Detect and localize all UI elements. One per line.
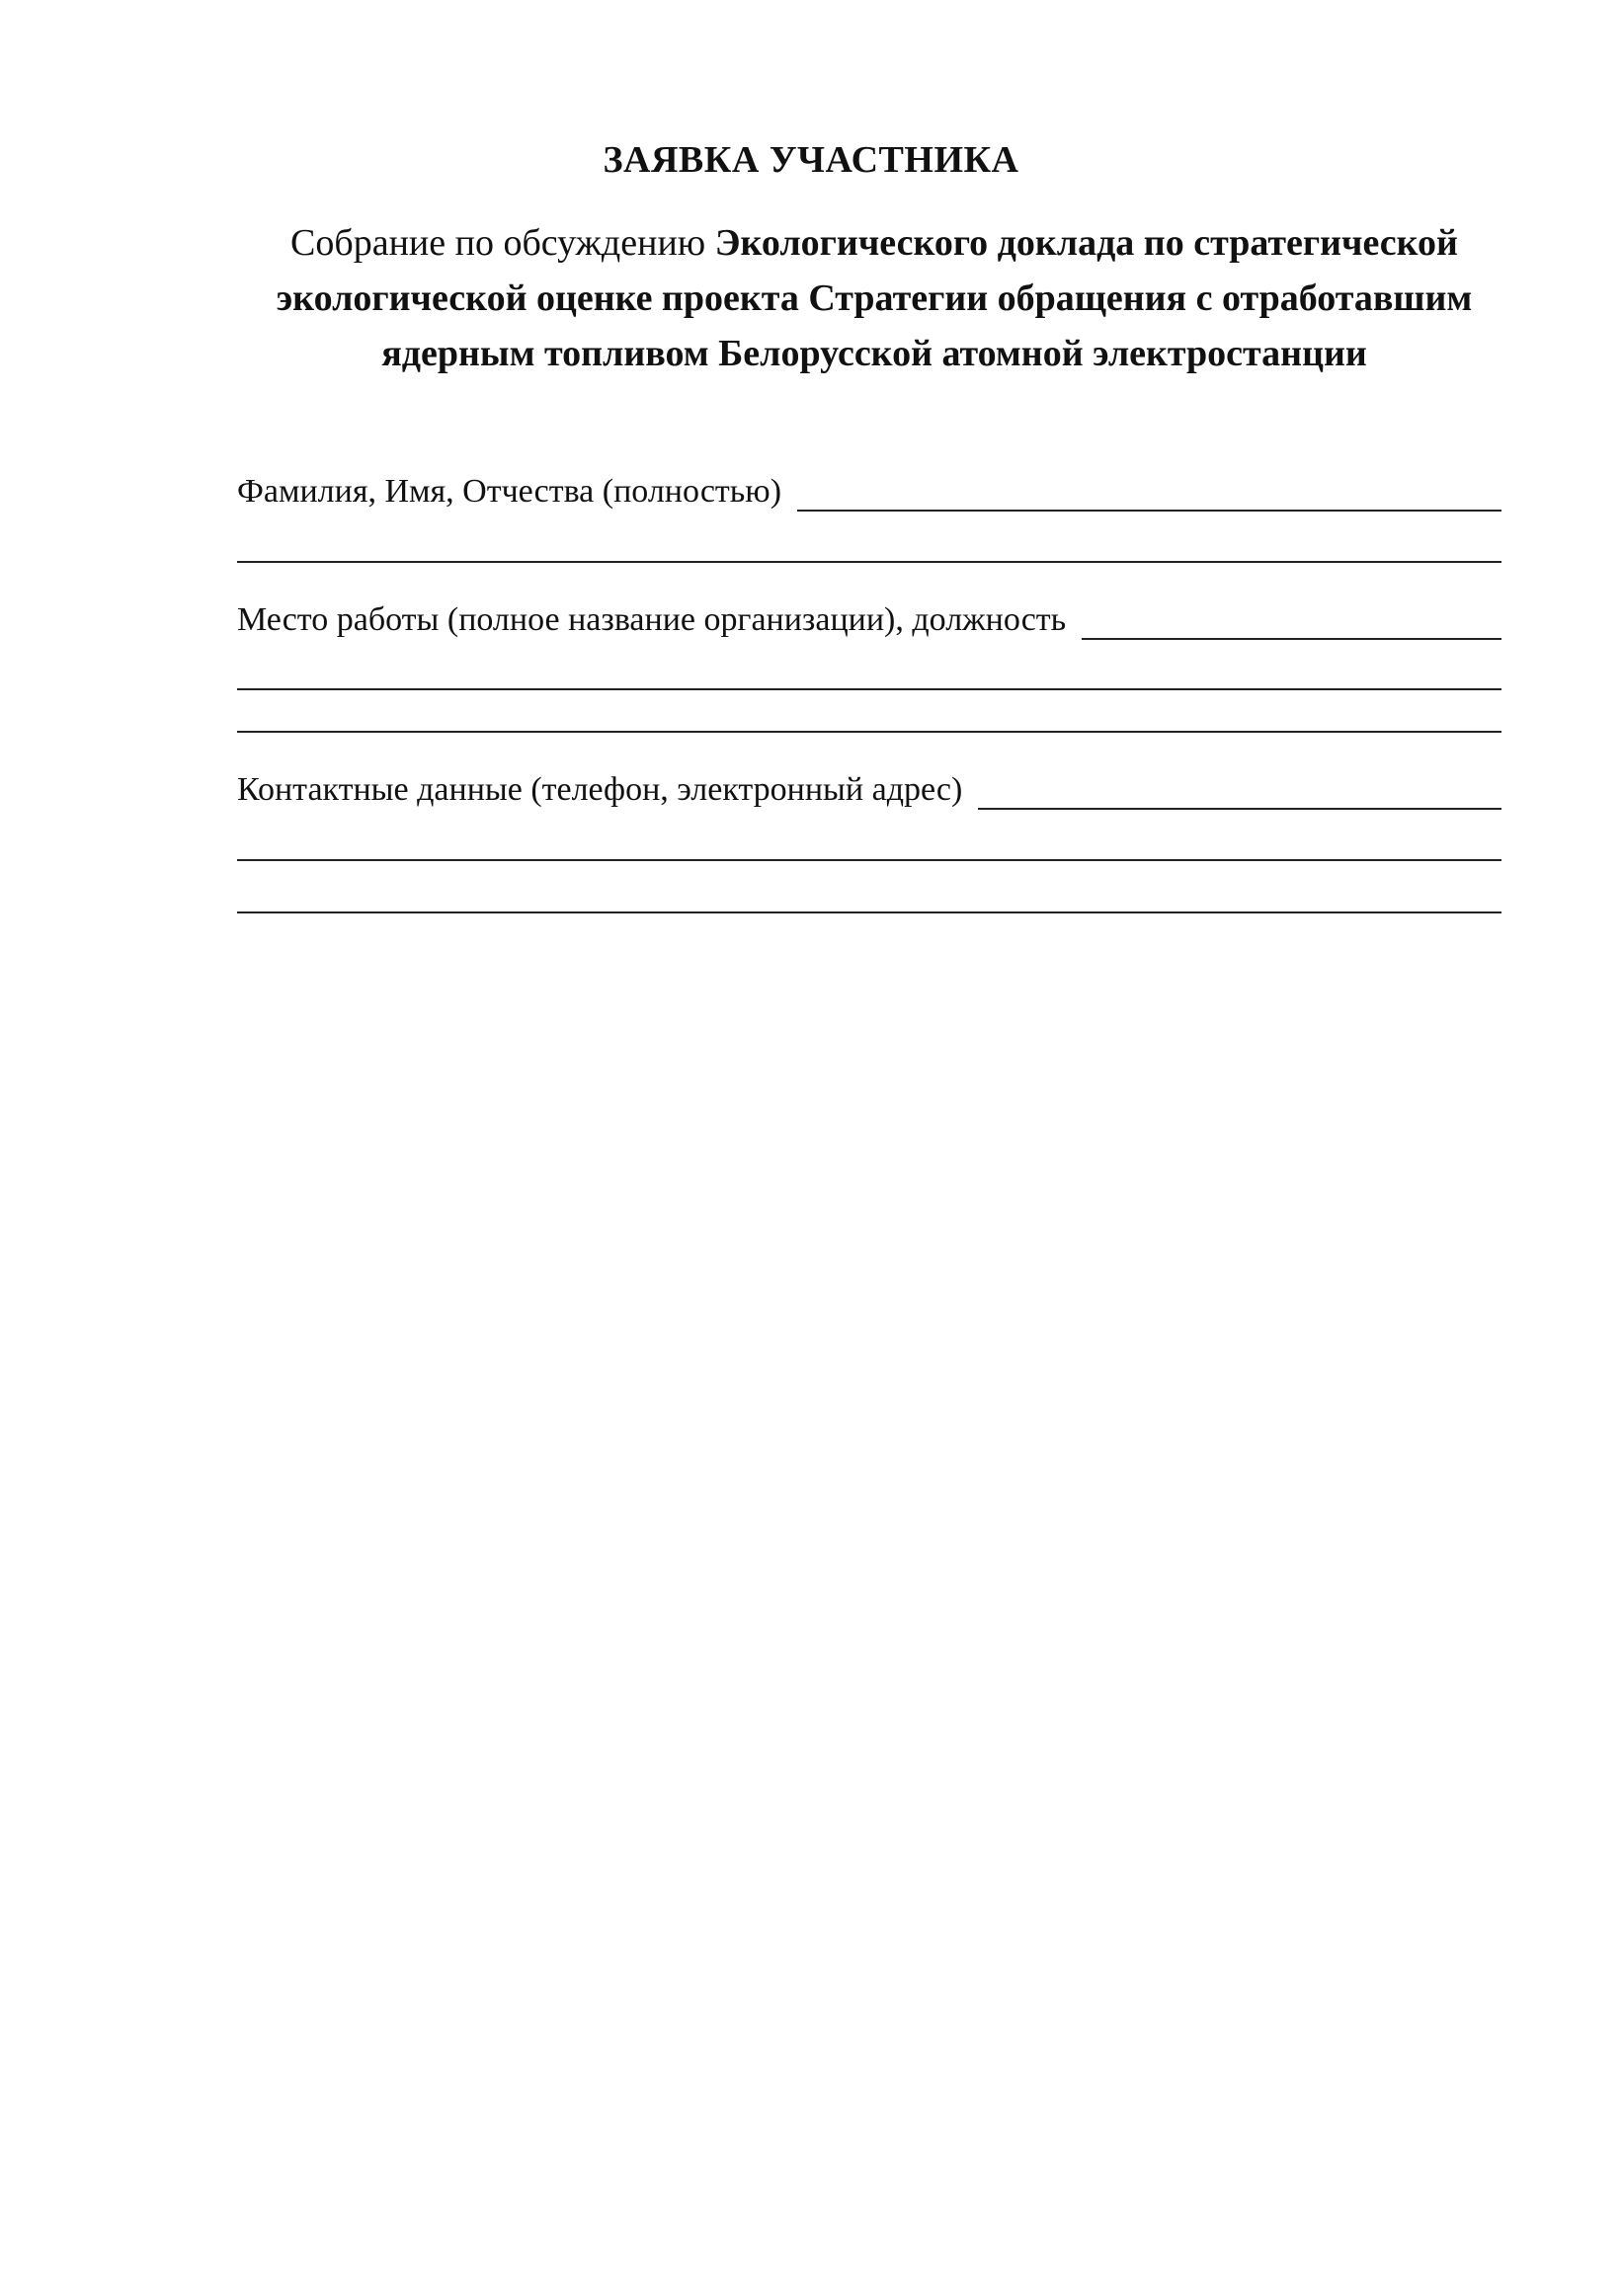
- subtitle-topic: Экологического доклада по стратегической экологической оценке проекта Стратегии обращения с отработавшим ядерным топливом Белорусской атомной электростанции: [276, 222, 1473, 374]
- workplace-field[interactable]: [1082, 608, 1501, 640]
- workplace-row: [237, 600, 1501, 640]
- page-subtitle: [247, 215, 1501, 381]
- contacts-field-line-3[interactable]: [237, 911, 1501, 913]
- workplace-field-line-3[interactable]: [237, 731, 1501, 733]
- full-name-field-line-2[interactable]: [237, 561, 1501, 563]
- page-title: ЗАЯВКА УЧАСТНИКА: [603, 139, 1019, 181]
- contacts-row: [237, 770, 1501, 810]
- workplace-field-line-2[interactable]: [237, 688, 1501, 690]
- subtitle-intro: Собрание по обсуждению: [290, 222, 715, 264]
- contacts-label: Контактные данные (телефон, электронный адрес): [237, 771, 963, 808]
- contacts-field[interactable]: [978, 778, 1501, 810]
- full-name-row: [237, 472, 1501, 512]
- full-name-label: Фамилия, Имя, Отчества (полностью): [237, 473, 782, 510]
- full-name-field[interactable]: [797, 480, 1501, 512]
- workplace-label: Место работы (полное название организации), должность: [237, 601, 1067, 638]
- contacts-field-line-2[interactable]: [237, 859, 1501, 861]
